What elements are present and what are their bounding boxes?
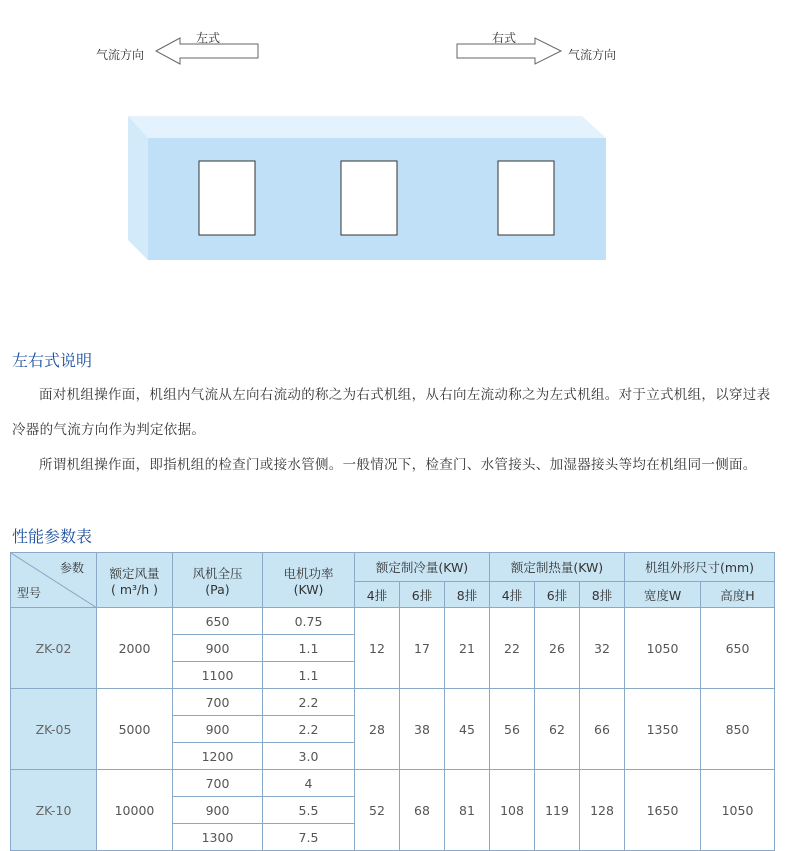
table-title: 性能参数表 xyxy=(12,527,93,546)
height-value: 650 xyxy=(701,608,775,689)
pressure-value: 900 xyxy=(173,635,263,662)
height-value: 850 xyxy=(701,689,775,770)
explanation-paragraph-1: 面对机组操作面，机组内气流从左向右流动的称之为右式机组，从右向左流动称之为左式机组。对于立式机组，以穿过表冷器的气流方向作为判定依据。 xyxy=(12,387,771,438)
power-header-line2: (KW) xyxy=(293,581,324,597)
power-value: 3.0 xyxy=(263,743,355,770)
heating-value: 56 xyxy=(490,689,535,770)
cooling-value: 38 xyxy=(400,689,445,770)
airflow-header-line2: ( m³/h ) xyxy=(110,581,159,597)
performance-table xyxy=(10,552,775,851)
table-row xyxy=(11,608,775,635)
pressure-value: 700 xyxy=(173,770,263,797)
cooling-value: 21 xyxy=(445,608,490,689)
width-header: 宽度W xyxy=(625,582,701,608)
power-value: 1.1 xyxy=(263,662,355,689)
height-header: 高度H xyxy=(701,582,775,608)
model-name: ZK-10 xyxy=(11,770,97,851)
width-value: 1050 xyxy=(625,608,701,689)
table-row xyxy=(11,689,775,716)
cooling-value: 17 xyxy=(400,608,445,689)
heating-value: 26 xyxy=(535,608,580,689)
pressure-value: 700 xyxy=(173,689,263,716)
access-door-2 xyxy=(341,161,397,235)
heating-value: 128 xyxy=(580,770,625,851)
heating-value: 32 xyxy=(580,608,625,689)
access-door-3 xyxy=(498,161,554,235)
heating-6row-header: 6排 xyxy=(535,582,580,608)
power-value: 2.2 xyxy=(263,716,355,743)
pressure-value: 650 xyxy=(173,608,263,635)
pressure-header-line2: (Pa) xyxy=(205,581,230,597)
model-header: 型号 xyxy=(17,586,42,600)
cooling-value: 68 xyxy=(400,770,445,851)
cooling-header: 额定制冷量(KW) xyxy=(355,553,490,582)
power-header-line1: 电机功率 xyxy=(283,565,334,581)
cooling-value: 12 xyxy=(355,608,400,689)
power-header xyxy=(263,553,355,608)
heating-value: 62 xyxy=(535,689,580,770)
power-value: 1.1 xyxy=(263,635,355,662)
airflow-value: 2000 xyxy=(97,608,173,689)
size-header: 机组外形尺寸(mm) xyxy=(625,553,775,582)
width-value: 1350 xyxy=(625,689,701,770)
cooling-value: 81 xyxy=(445,770,490,851)
left-airflow-label: 气流方向 xyxy=(96,48,145,62)
param-header: 参数 xyxy=(59,561,84,575)
heating-value: 66 xyxy=(580,689,625,770)
pressure-value: 1200 xyxy=(173,743,263,770)
air-handling-unit-diagram xyxy=(120,110,620,270)
left-style-label: 左式 xyxy=(196,31,221,45)
heating-8row-header: 8排 xyxy=(580,582,625,608)
power-value: 5.5 xyxy=(263,797,355,824)
model-name: ZK-05 xyxy=(11,689,97,770)
height-value: 1050 xyxy=(701,770,775,851)
heating-value: 108 xyxy=(490,770,535,851)
airflow-value: 5000 xyxy=(97,689,173,770)
right-style-label: 右式 xyxy=(492,31,517,45)
cooling-8row-header: 8排 xyxy=(445,582,490,608)
explanation-title: 左右式说明 xyxy=(12,351,93,370)
power-value: 7.5 xyxy=(263,824,355,851)
pressure-value: 1300 xyxy=(173,824,263,851)
pressure-header xyxy=(173,553,263,608)
airflow-header xyxy=(97,553,173,608)
heating-4row-header: 4排 xyxy=(490,582,535,608)
model-name: ZK-02 xyxy=(11,608,97,689)
access-door-1 xyxy=(199,161,255,235)
pressure-header-line1: 风机全压 xyxy=(192,565,243,581)
airflow-value: 10000 xyxy=(97,770,173,851)
table-row xyxy=(11,770,775,797)
airflow-header-line1: 额定风量 xyxy=(109,565,160,581)
pressure-value: 900 xyxy=(173,716,263,743)
cooling-6row-header: 6排 xyxy=(400,582,445,608)
cooling-4row-header: 4排 xyxy=(355,582,400,608)
corner-header xyxy=(11,553,97,608)
cooling-value: 52 xyxy=(355,770,400,851)
explanation-body xyxy=(12,378,778,483)
power-value: 2.2 xyxy=(263,689,355,716)
right-airflow-label: 气流方向 xyxy=(568,48,617,62)
cooling-value: 28 xyxy=(355,689,400,770)
power-value: 4 xyxy=(263,770,355,797)
power-value: 0.75 xyxy=(263,608,355,635)
heating-value: 119 xyxy=(535,770,580,851)
heating-value: 22 xyxy=(490,608,535,689)
width-value: 1650 xyxy=(625,770,701,851)
pressure-value: 900 xyxy=(173,797,263,824)
pressure-value: 1100 xyxy=(173,662,263,689)
explanation-paragraph-2: 所谓机组操作面，即指机组的检查门或接水管侧。一般情况下，检查门、水管接头、加湿器接头等均在机组同一侧面。 xyxy=(39,457,757,473)
heating-header: 额定制热量(KW) xyxy=(490,553,625,582)
cooling-value: 45 xyxy=(445,689,490,770)
